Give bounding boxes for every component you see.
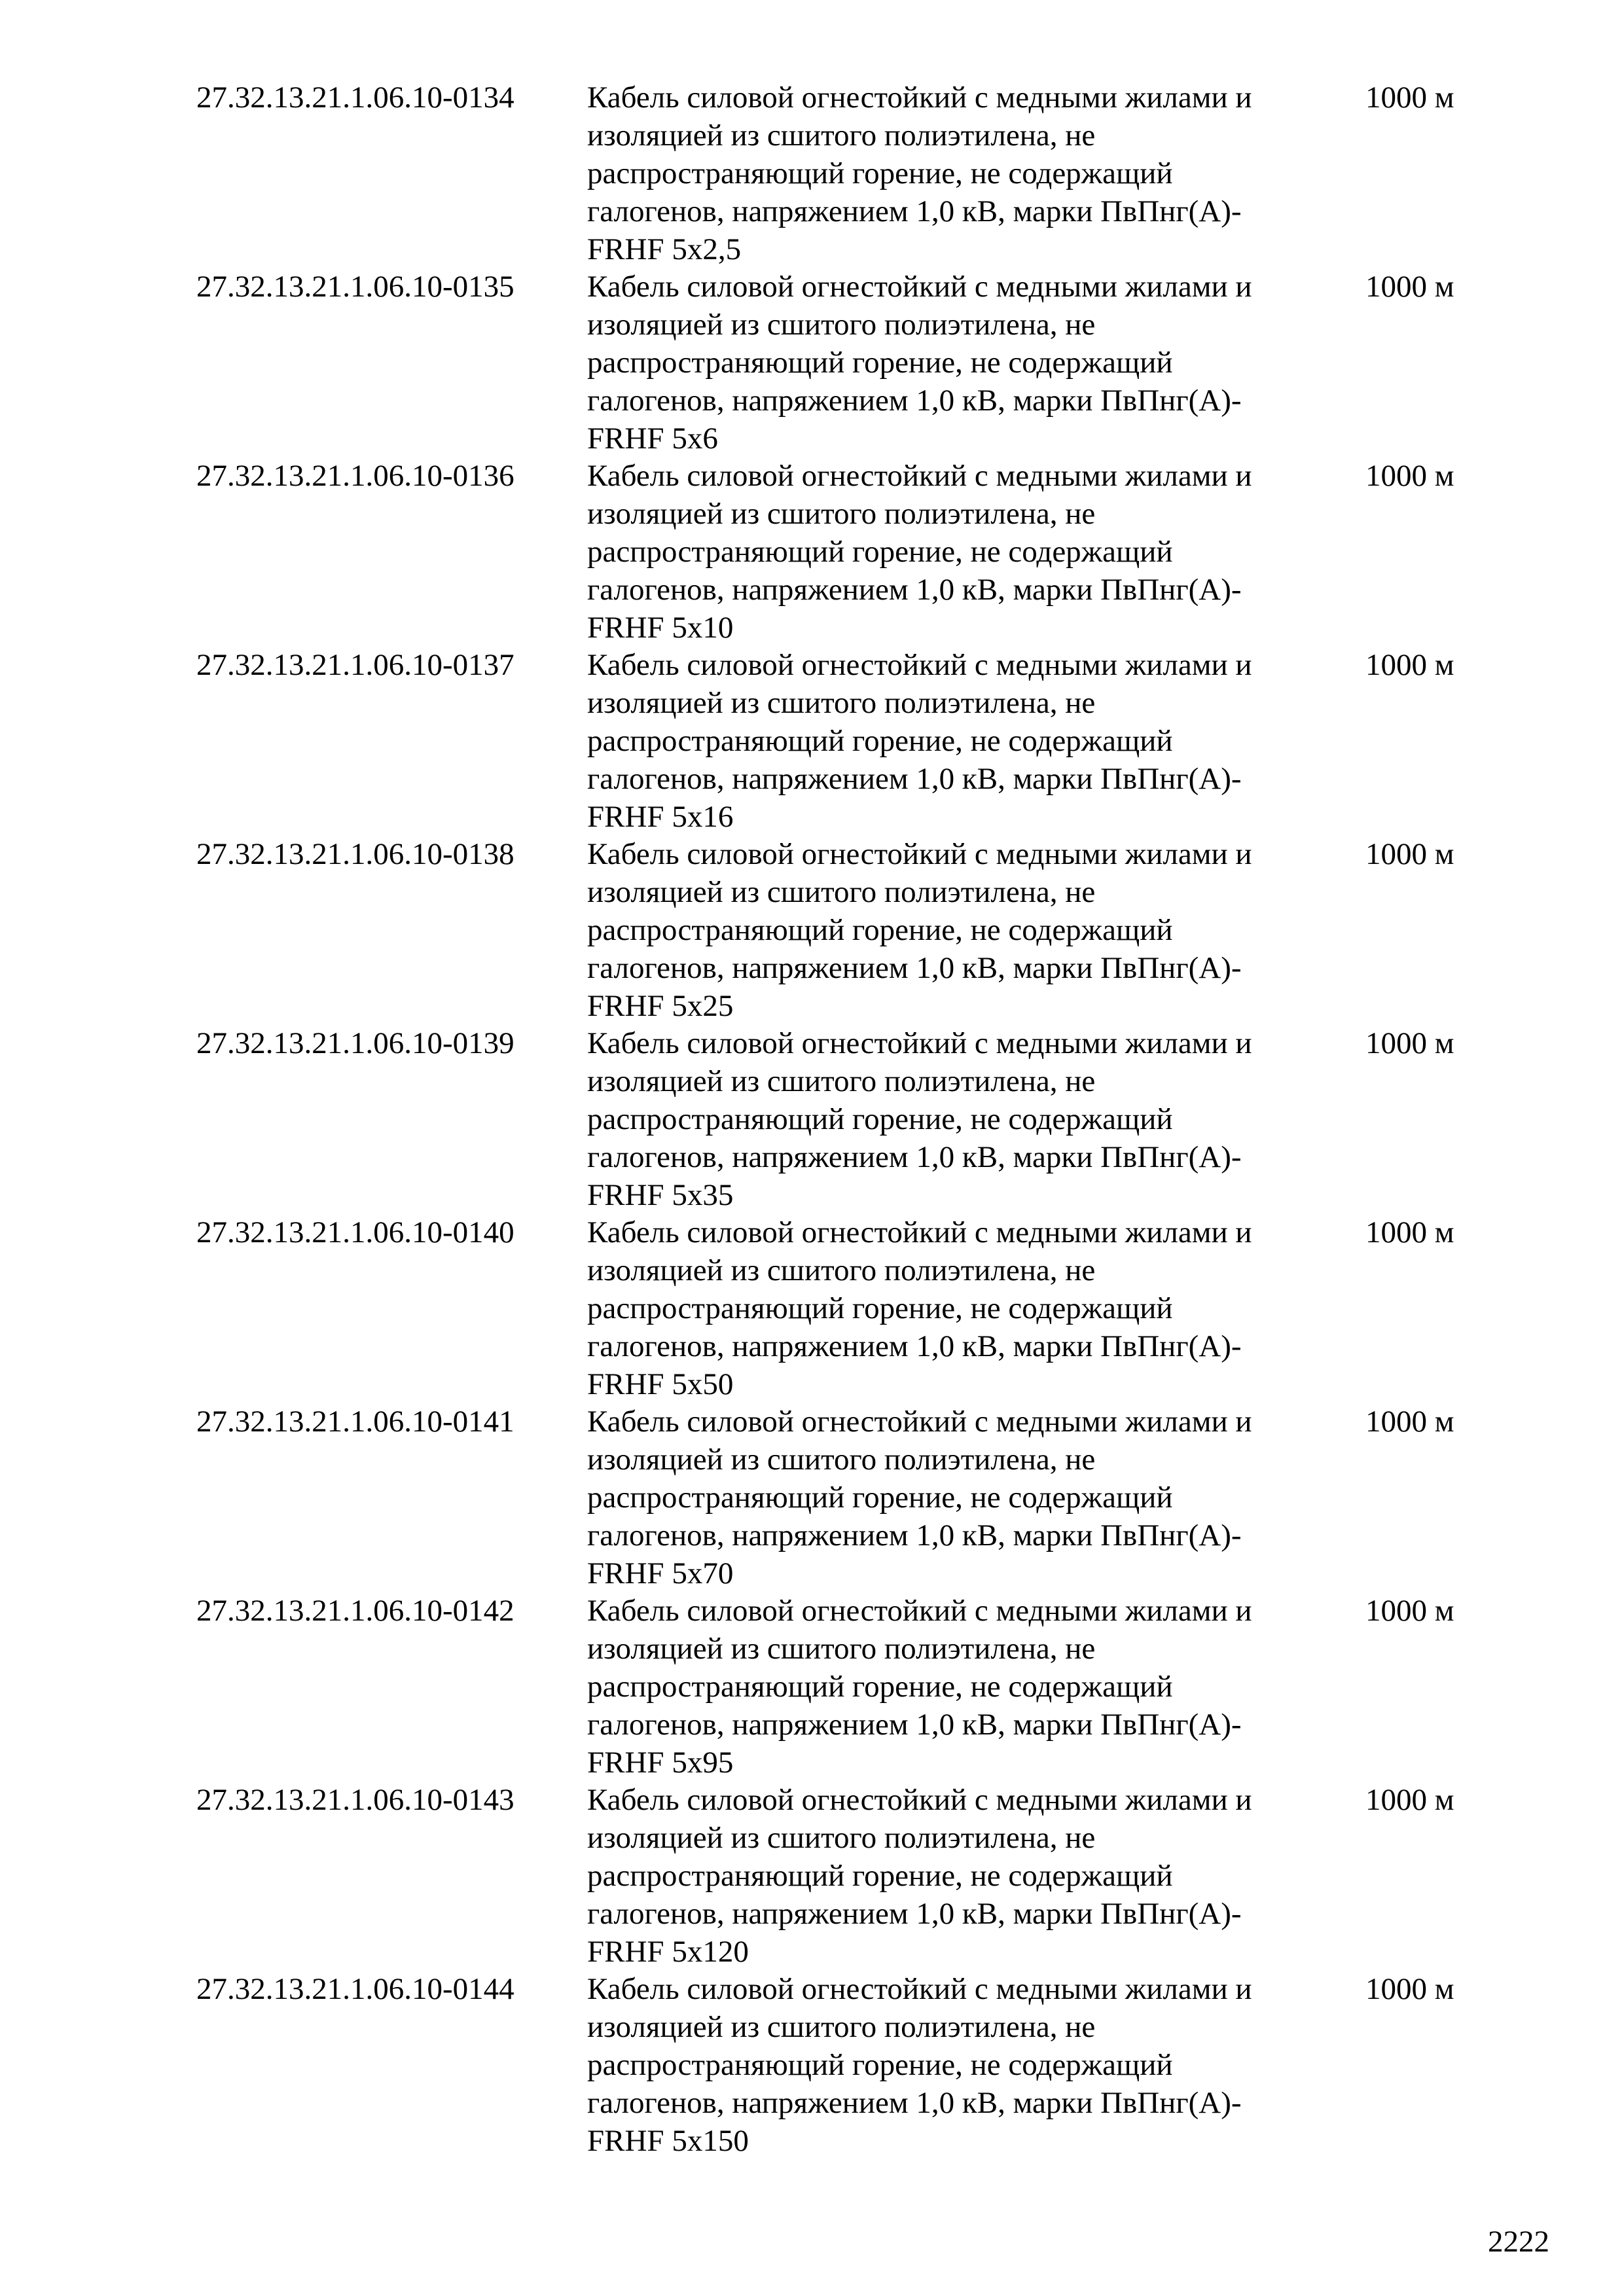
description-line: Кабель силовой огнестойкий с медными жилами и — [587, 1405, 1252, 1439]
resource-description — [587, 268, 1320, 457]
description-line: галогенов, напряжением 1,0 кВ, марки ПвПнг(А)- — [587, 194, 1242, 228]
table-row — [0, 835, 1624, 1024]
unit-of-measure: 1000 м — [1365, 1783, 1454, 1817]
table-row — [0, 457, 1624, 646]
resource-description — [587, 835, 1320, 1025]
resource-description — [587, 646, 1320, 836]
description-line: Кабель силовой огнестойкий с медными жилами и — [587, 648, 1252, 682]
description-line: изоляцией из сшитого полиэтилена, не — [587, 118, 1096, 152]
unit-of-measure: 1000 м — [1365, 81, 1454, 115]
description-line: галогенов, напряжением 1,0 кВ, марки ПвПнг(А)- — [587, 762, 1242, 796]
resource-description — [587, 79, 1320, 268]
resource-description — [587, 1024, 1320, 1214]
unit-of-measure: 1000 м — [1365, 837, 1454, 871]
description-line: FRHF 5x70 — [587, 1556, 734, 1590]
unit-of-measure: 1000 м — [1365, 1405, 1454, 1439]
description-line: распространяющий горение, не содержащий — [587, 1291, 1173, 1325]
description-line: галогенов, напряжением 1,0 кВ, марки ПвПнг(А)- — [587, 2086, 1242, 2120]
unit-of-measure: 1000 м — [1365, 1594, 1454, 1628]
description-line: распространяющий горение, не содержащий — [587, 1480, 1173, 1515]
description-line: галогенов, напряжением 1,0 кВ, марки ПвПнг(А)- — [587, 384, 1242, 418]
description-line: изоляцией из сшитого полиэтилена, не — [587, 875, 1096, 909]
description-line: изоляцией из сшитого полиэтилена, не — [587, 1443, 1096, 1477]
description-line: распространяющий горение, не содержащий — [587, 535, 1173, 569]
resource-code: 27.32.13.21.1.06.10-0136 — [196, 459, 514, 493]
table-row — [0, 1781, 1624, 1970]
resource-code: 27.32.13.21.1.06.10-0143 — [196, 1783, 514, 1817]
table-row — [0, 646, 1624, 835]
description-line: галогенов, напряжением 1,0 кВ, марки ПвПнг(А)- — [587, 1140, 1242, 1174]
description-line: FRHF 5x50 — [587, 1367, 734, 1401]
description-line: изоляцией из сшитого полиэтилена, не — [587, 686, 1096, 720]
description-line: галогенов, напряжением 1,0 кВ, марки ПвПнг(А)- — [587, 1708, 1242, 1742]
description-line: FRHF 5x2,5 — [587, 232, 742, 266]
table-row — [0, 1213, 1624, 1403]
description-line: изоляцией из сшитого полиэтилена, не — [587, 2010, 1096, 2044]
description-line: распространяющий горение, не содержащий — [587, 724, 1173, 758]
description-line: FRHF 5x95 — [587, 1746, 734, 1780]
description-line: Кабель силовой огнестойкий с медными жилами и — [587, 1026, 1252, 1060]
resource-code: 27.32.13.21.1.06.10-0138 — [196, 837, 514, 871]
description-line: FRHF 5x150 — [587, 2124, 749, 2158]
resource-description — [587, 1592, 1320, 1782]
description-line: распространяющий горение, не содержащий — [587, 346, 1173, 380]
description-line: Кабель силовой огнестойкий с медными жилами и — [587, 1594, 1252, 1628]
description-line: FRHF 5x10 — [587, 611, 734, 645]
description-line: распространяющий горение, не содержащий — [587, 156, 1173, 190]
unit-of-measure: 1000 м — [1365, 270, 1454, 304]
table-row — [0, 79, 1624, 268]
description-line: FRHF 5x35 — [587, 1178, 734, 1212]
table-row — [0, 1403, 1624, 1592]
description-line: изоляцией из сшитого полиэтилена, не — [587, 308, 1096, 342]
description-line: галогенов, напряжением 1,0 кВ, марки ПвПнг(А)- — [587, 1329, 1242, 1363]
description-line: FRHF 5x16 — [587, 800, 734, 834]
description-line: распространяющий горение, не содержащий — [587, 1670, 1173, 1704]
table-row — [0, 268, 1624, 457]
unit-of-measure: 1000 м — [1365, 459, 1454, 493]
resource-code: 27.32.13.21.1.06.10-0140 — [196, 1215, 514, 1249]
description-line: FRHF 5x6 — [587, 422, 718, 456]
unit-of-measure: 1000 м — [1365, 648, 1454, 682]
resource-code: 27.32.13.21.1.06.10-0141 — [196, 1405, 514, 1439]
table-row — [0, 1024, 1624, 1213]
description-line: Кабель силовой огнестойкий с медными жилами и — [587, 837, 1252, 871]
resource-code: 27.32.13.21.1.06.10-0137 — [196, 648, 514, 682]
resource-code: 27.32.13.21.1.06.10-0134 — [196, 81, 514, 115]
unit-of-measure: 1000 м — [1365, 1215, 1454, 1249]
table-row — [0, 1970, 1624, 2159]
description-line: распространяющий горение, не содержащий — [587, 1859, 1173, 1893]
description-line: распространяющий горение, не содержащий — [587, 1102, 1173, 1136]
description-line: изоляцией из сшитого полиэтилена, не — [587, 1632, 1096, 1666]
description-line: изоляцией из сшитого полиэтилена, не — [587, 1821, 1096, 1855]
description-line: изоляцией из сшитого полиэтилена, не — [587, 497, 1096, 531]
description-line: Кабель силовой огнестойкий с медными жилами и — [587, 1783, 1252, 1817]
description-line: распространяющий горение, не содержащий — [587, 2048, 1173, 2082]
resource-description — [587, 457, 1320, 647]
resource-code: 27.32.13.21.1.06.10-0144 — [196, 1972, 514, 2006]
resource-description — [587, 1970, 1320, 2160]
description-line: Кабель силовой огнестойкий с медными жилами и — [587, 270, 1252, 304]
description-line: галогенов, напряжением 1,0 кВ, марки ПвПнг(А)- — [587, 1518, 1242, 1552]
description-line: FRHF 5x25 — [587, 989, 734, 1023]
description-line: изоляцией из сшитого полиэтилена, не — [587, 1253, 1096, 1287]
unit-of-measure: 1000 м — [1365, 1972, 1454, 2006]
unit-of-measure: 1000 м — [1365, 1026, 1454, 1060]
description-line: Кабель силовой огнестойкий с медными жилами и — [587, 1972, 1252, 2006]
resource-description — [587, 1781, 1320, 1971]
description-line: распространяющий горение, не содержащий — [587, 913, 1173, 947]
resource-code: 27.32.13.21.1.06.10-0135 — [196, 270, 514, 304]
page-number: 2222 — [1488, 2225, 1549, 2259]
description-line: галогенов, напряжением 1,0 кВ, марки ПвПнг(А)- — [587, 951, 1242, 985]
resource-code: 27.32.13.21.1.06.10-0142 — [196, 1594, 514, 1628]
description-line: Кабель силовой огнестойкий с медными жилами и — [587, 459, 1252, 493]
description-line: FRHF 5x120 — [587, 1935, 749, 1969]
description-line: изоляцией из сшитого полиэтилена, не — [587, 1064, 1096, 1098]
description-line: Кабель силовой огнестойкий с медными жилами и — [587, 81, 1252, 115]
description-line: Кабель силовой огнестойкий с медными жилами и — [587, 1215, 1252, 1249]
resource-code: 27.32.13.21.1.06.10-0139 — [196, 1026, 514, 1060]
description-line: галогенов, напряжением 1,0 кВ, марки ПвПнг(А)- — [587, 573, 1242, 607]
description-line: галогенов, напряжением 1,0 кВ, марки ПвПнг(А)- — [587, 1897, 1242, 1931]
resource-description — [587, 1213, 1320, 1403]
table-row — [0, 1592, 1624, 1781]
resource-description — [587, 1403, 1320, 1592]
